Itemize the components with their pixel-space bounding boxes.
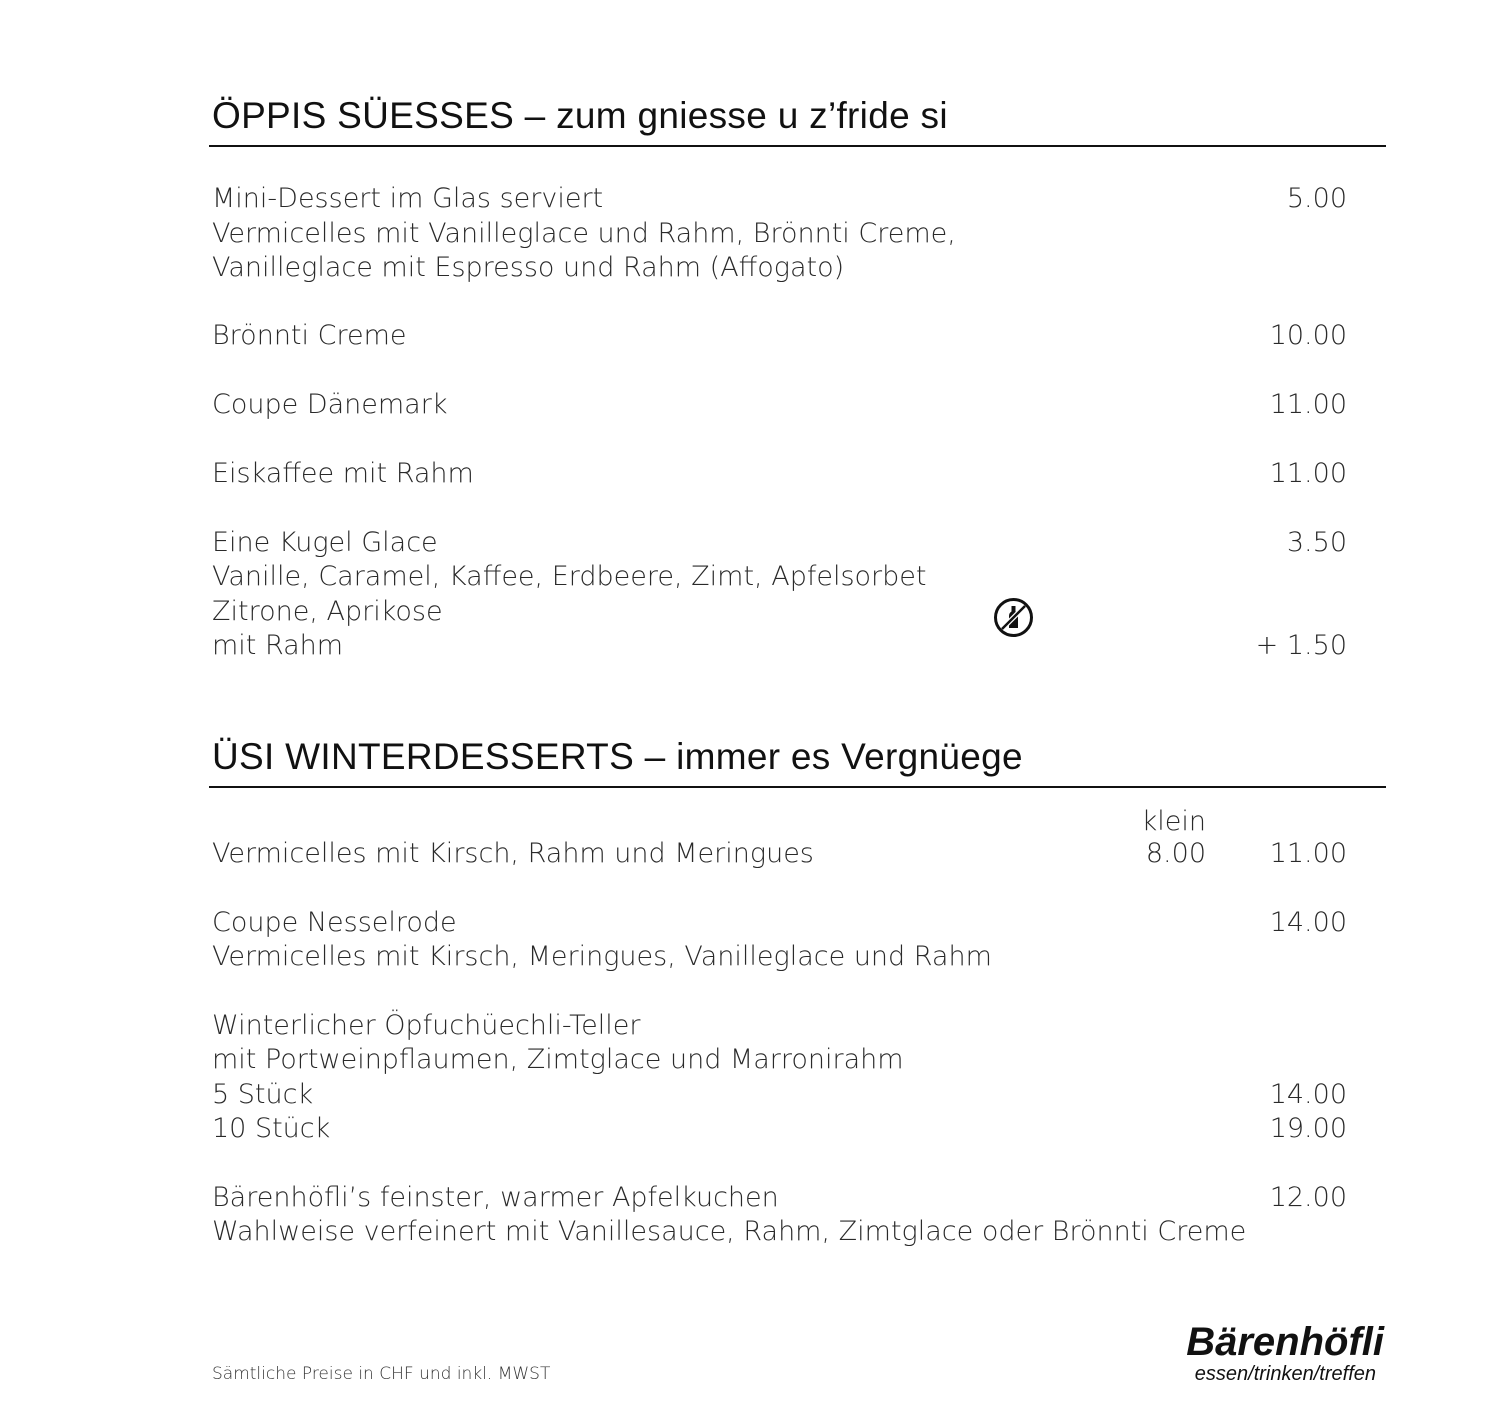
item-extra-price: + 1.50 bbox=[1255, 630, 1347, 661]
section-title-winter: ÜSI WINTERDESSERTS – immer es Vergnüege bbox=[212, 736, 1023, 777]
item-description: Zitrone, Aprikose bbox=[212, 596, 443, 627]
item-description: Vanille, Caramel, Kaffee, Erdbeere, Zimt, Apfelsorbet bbox=[212, 561, 927, 592]
item-price: 11.00 bbox=[1269, 838, 1347, 869]
item-description: mit Portweinpflaumen, Zimtglace und Marronirahm bbox=[212, 1044, 904, 1075]
item-price: 11.00 bbox=[1269, 389, 1347, 420]
item-name: Eine Kugel Glace bbox=[212, 527, 438, 558]
item-option: 10 Stück bbox=[212, 1113, 331, 1144]
section-title-sweets: ÖPPIS SÜESSES – zum gniesse u z’fride si bbox=[212, 95, 948, 136]
item-name: Coupe Nesselrode bbox=[212, 907, 457, 938]
item-name: Eiskaffee mit Rahm bbox=[212, 458, 474, 489]
item-description: Wahlweise verfeinert mit Vanillesauce, Rahm, Zimtglace oder Brönnti Creme bbox=[212, 1216, 1247, 1247]
item-price-small: 8.00 bbox=[1145, 838, 1206, 869]
logo-title: Bärenhöfli bbox=[1186, 1320, 1384, 1364]
logo-subtitle: essen/trinken/treffen bbox=[1194, 1363, 1376, 1385]
item-description: Vanilleglace mit Espresso und Rahm (Affogato) bbox=[212, 252, 845, 283]
item-description: Vermicelles mit Kirsch, Meringues, Vanilleglace und Rahm bbox=[212, 941, 992, 972]
item-name: Brönnti Creme bbox=[212, 320, 407, 351]
item-name: Mini-Dessert im Glas serviert bbox=[212, 183, 604, 214]
item-price: 3.50 bbox=[1286, 527, 1347, 558]
item-name: Bärenhöfli’s feinster, warmer Apfelkuchen bbox=[212, 1182, 779, 1213]
item-price: 11.00 bbox=[1269, 458, 1347, 489]
small-size-label: klein bbox=[1141, 806, 1206, 837]
section-divider bbox=[209, 145, 1386, 147]
item-name: Winterlicher Öpfuchüechli-Teller bbox=[212, 1010, 641, 1041]
price-note: Sämtliche Preise in CHF und inkl. MWST bbox=[212, 1364, 551, 1384]
item-price: 10.00 bbox=[1269, 320, 1347, 351]
item-name: Vermicelles mit Kirsch, Rahm und Meringues bbox=[212, 838, 814, 869]
section-divider bbox=[209, 786, 1386, 788]
item-option: 5 Stück bbox=[212, 1079, 314, 1110]
item-option-price: 14.00 bbox=[1269, 1079, 1347, 1110]
no-alcohol-icon bbox=[993, 597, 1034, 638]
item-price: 12.00 bbox=[1269, 1182, 1347, 1213]
item-price: 14.00 bbox=[1269, 907, 1347, 938]
item-name: Coupe Dänemark bbox=[212, 389, 448, 420]
item-option-price: 19.00 bbox=[1269, 1113, 1347, 1144]
item-price: 5.00 bbox=[1286, 183, 1347, 214]
item-extra: mit Rahm bbox=[212, 630, 344, 661]
item-description: Vermicelles mit Vanilleglace und Rahm, Brönnti Creme, bbox=[212, 218, 956, 249]
